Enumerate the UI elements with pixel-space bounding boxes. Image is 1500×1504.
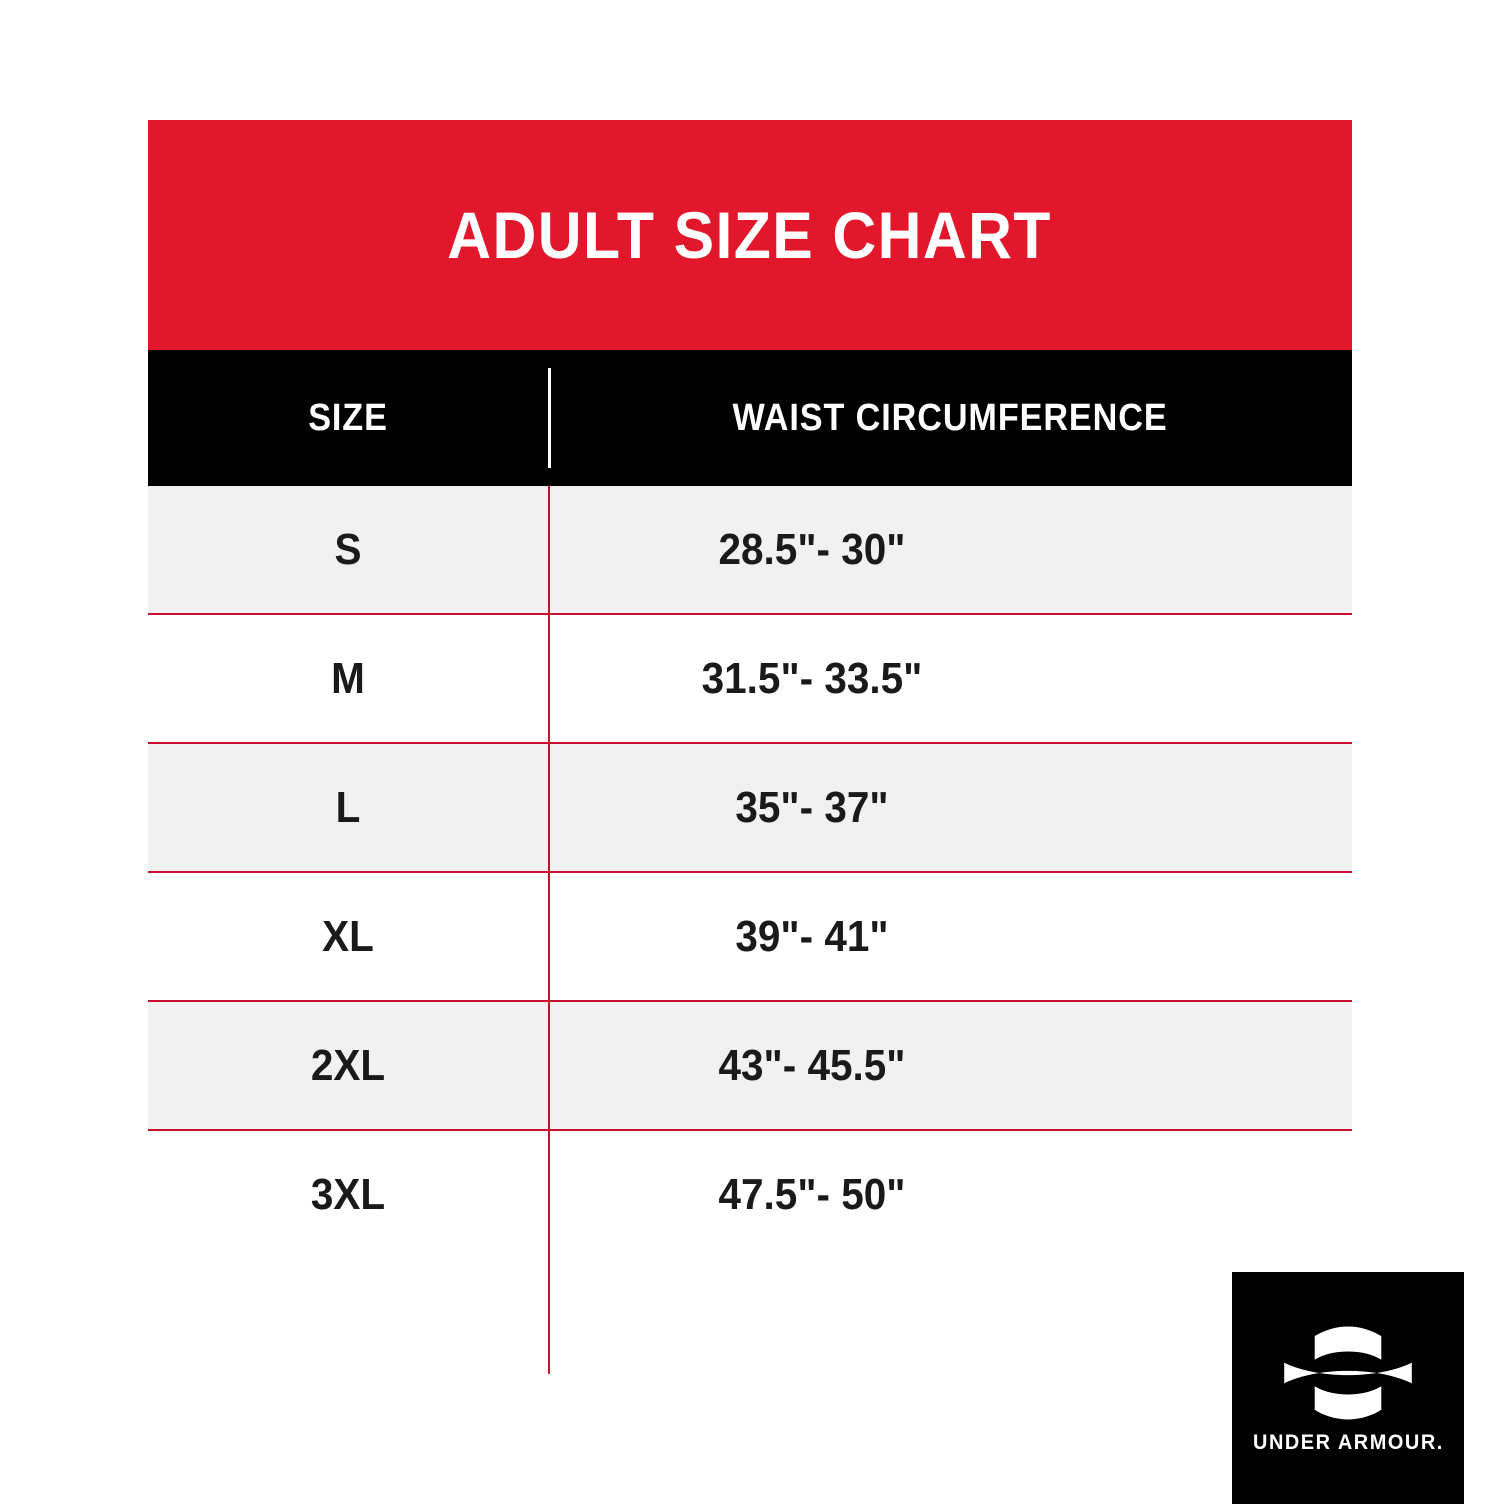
- brand-name: UNDER ARMOUR.: [1252, 1431, 1444, 1454]
- cell-waist: 31.5"- 33.5": [701, 653, 923, 703]
- table-body: [148, 486, 1352, 1258]
- cell-waist: 28.5"- 30": [718, 524, 906, 574]
- page-title: ADULT SIZE CHART: [447, 198, 1053, 272]
- cell-size: 2XL: [310, 1040, 386, 1090]
- table-row: [148, 1131, 1352, 1258]
- table-header-row: [148, 350, 1352, 486]
- column-divider-line: [548, 486, 550, 1374]
- header-column-divider: [548, 368, 551, 468]
- cell-size: XL: [322, 911, 374, 961]
- cell-size: 3XL: [310, 1169, 386, 1219]
- table-row: [148, 1002, 1352, 1131]
- brand-logo: [1232, 1272, 1464, 1504]
- cell-waist: 47.5"- 50": [718, 1169, 906, 1219]
- chart-title-bar: [148, 120, 1352, 350]
- table-row: [148, 744, 1352, 873]
- cell-size: M: [331, 653, 365, 703]
- table-row: [148, 873, 1352, 1002]
- under-armour-logo-icon: [1278, 1321, 1418, 1425]
- table-row: [148, 486, 1352, 615]
- size-chart: [148, 120, 1352, 1258]
- cell-waist: 39"- 41": [735, 911, 889, 961]
- cell-waist: 43"- 45.5": [718, 1040, 906, 1090]
- table-row: [148, 615, 1352, 744]
- column-header-size: SIZE: [308, 396, 388, 439]
- cell-size: L: [335, 782, 361, 832]
- cell-waist: 35"- 37": [735, 782, 889, 832]
- cell-size: S: [334, 524, 362, 574]
- column-header-waist: WAIST CIRCUMFERENCE: [732, 396, 1168, 439]
